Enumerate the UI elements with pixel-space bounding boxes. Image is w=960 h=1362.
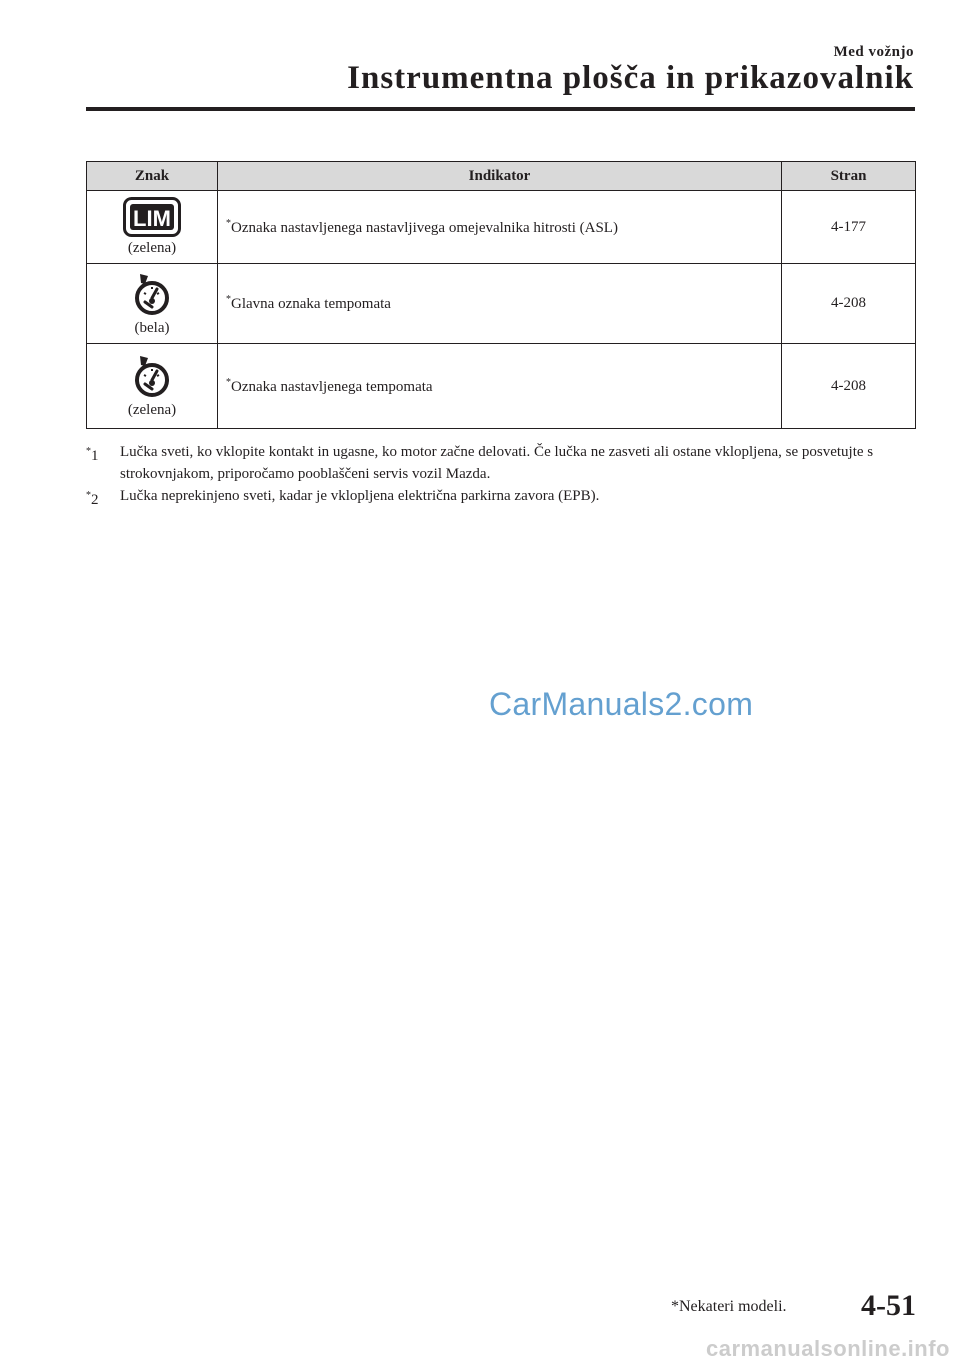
page-heading: Instrumentna plošča in prikazovalnik	[347, 60, 914, 96]
indicator-text: Glavna oznaka tempomata	[231, 296, 391, 312]
cruise-control-icon	[132, 353, 172, 399]
indicator-text: Oznaka nastavljenega nastavljivega omejevalnika hitrosti (ASL)	[231, 219, 618, 236]
indicator-cell	[218, 344, 782, 429]
lim-speed-limiter-icon	[123, 197, 181, 237]
sign-cell	[87, 344, 218, 429]
cruise-control-icon	[132, 271, 172, 317]
table-row	[87, 191, 916, 264]
page-ref: 4-208	[782, 264, 916, 344]
color-label: (zelena)	[127, 402, 177, 418]
section-label: Med vožnjo	[833, 44, 914, 60]
color-label: (zelena)	[127, 240, 177, 256]
footnote	[86, 441, 915, 485]
indicator-table	[86, 161, 916, 429]
footer-note: *Nekateri modeli.	[671, 1298, 787, 1315]
sign-cell	[87, 191, 218, 264]
footnote-star: *	[226, 376, 231, 388]
footnote-text: Lučka sveti, ko vklopite kontakt in ugasne, ko motor začne delovati. Če lučka ne zasveti ali ostane vklopljena, se posvetujte s strokovnjakom, priporočamo pooblaščeni servis vozil Mazda.	[120, 444, 874, 482]
table-row	[87, 264, 916, 344]
heading-rule	[86, 107, 915, 111]
color-label: (bela)	[134, 319, 170, 336]
indicator-cell	[218, 264, 782, 344]
column-header-sign: Znak	[87, 162, 218, 191]
footnote-star: *	[226, 217, 231, 229]
page-number: 4-51	[861, 1289, 916, 1322]
footnotes	[86, 441, 915, 507]
footnote-mark: *1	[86, 446, 99, 464]
column-header-page: Stran	[782, 162, 916, 191]
indicator-cell	[218, 191, 782, 264]
column-header-indicator: Indikator	[218, 162, 782, 191]
table-header-row	[87, 162, 916, 191]
page-ref: 4-208	[782, 344, 916, 429]
svg-text:LIM: LIM	[133, 206, 171, 231]
watermark: CarManuals2.com	[489, 686, 754, 722]
footnote	[86, 485, 915, 507]
indicator-text: Oznaka nastavljenega tempomata	[231, 378, 433, 395]
site-watermark: carmanualsonline.info	[706, 1336, 950, 1361]
footnote-star: *	[226, 294, 231, 305]
table-row	[87, 344, 916, 429]
footnote-text: Lučka neprekinjeno sveti, kadar je vklopljena električna parkirna zavora (EPB).	[120, 488, 600, 504]
page-ref: 4-177	[782, 191, 916, 264]
footnote-mark: *2	[86, 490, 99, 508]
sign-cell	[87, 264, 218, 344]
